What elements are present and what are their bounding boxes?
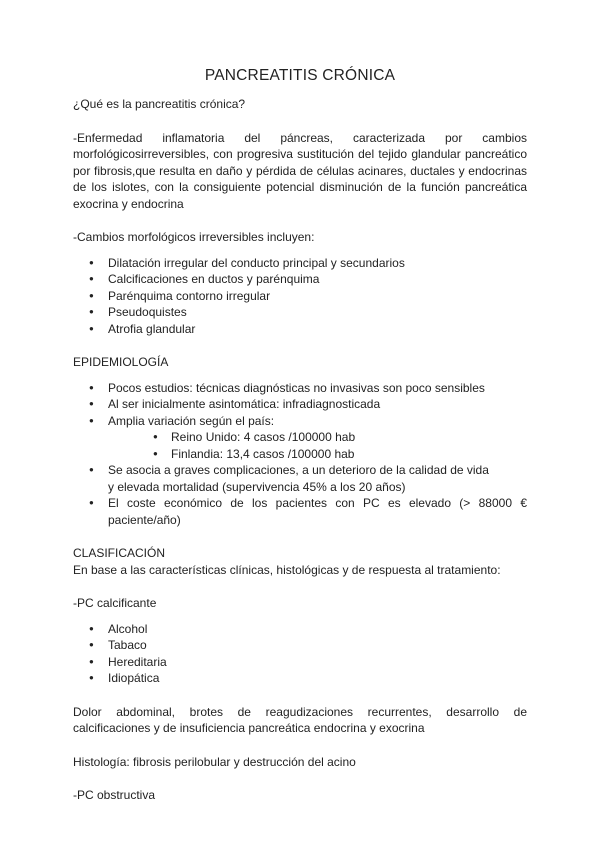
question-text: ¿Qué es la pancreatitis crónica? [73,97,246,111]
list-item: ● Dilatación irregular del conducto principal y secundarios [73,255,527,272]
list-item: ● Finlandia: 13,4 casos /100000 hab [108,446,527,463]
list-item: ● Atrofia glandular [73,321,527,338]
clinical-paragraph: Dolor abdominal, brotes de reagudizaciones recurrentes, desarrollo de calcificaciones y de insuficiencia pancreática endocrina y exocrina [73,704,527,735]
list-item: ● Pseudoquistes [73,304,527,321]
countries-list [108,429,527,462]
list-item: ● Idiopática [73,670,527,687]
list-item: ● Al ser inicialmente asintomática: infradiagnosticada [73,396,527,413]
list-item: ● Pocos estudios: técnicas diagnósticas no invasivas son poco sensibles [73,380,527,397]
list-item: ● Alcohol [73,621,527,638]
epidemiology-heading: EPIDEMIOLOGÍA [73,355,169,369]
changes-list [73,255,527,338]
classification-heading: CLASIFICACIÓN [73,546,166,560]
calcifying-label: -PC calcificante [73,596,157,610]
countries-intro: Amplia variación según el país: [108,413,275,428]
complications-line-1: Se asocia a graves complicaciones, a un deterioro de la calidad de vida [108,463,489,477]
classification-intro: En base a las características clínicas, histológicas y de respuesta al tratamiento: [73,562,501,577]
list-item-complications [73,462,527,495]
obstructive-label: -PC obstructiva [73,788,156,802]
list-item: ● Hereditaria [73,654,527,671]
list-item: ● Tabaco [73,637,527,654]
document-page [73,66,527,804]
complications-line-2: y elevada mortalidad (supervivencia 45% a los 20 años) [108,479,406,494]
calcifying-causes-list [73,621,527,687]
list-item-cost: ● El coste económico de los pacientes con PC es elevado (> 88000 € paciente/año) [73,495,527,528]
definition-paragraph: -Enfermedad inflamatoria del páncreas, caracterizada por cambios morfológicosirreversibles, con progresiva sustitución del tejido glandular pancreático por fibrosis,que resulta en daño y pérdida de células acinares, ductales y endocrinas de los islotes, con la consiguiente potencial disminución de la función pancreática exocrina y endocrina [73,130,527,211]
changes-intro: -Cambios morfológicos irreversibles incluyen: [73,230,315,244]
page-title: PANCREATITIS CRÓNICA [204,67,396,84]
epidemiology-list [73,380,527,529]
histology-text: Histología: fibrosis perilobular y destrucción del acino [73,754,356,769]
list-item-countries [73,413,527,463]
list-item: ● Parénquima contorno irregular [73,288,527,305]
list-item: ● Reino Unido: 4 casos /100000 hab [108,429,527,446]
list-item: ● Calcificaciones en ductos y parénquima [73,271,527,288]
